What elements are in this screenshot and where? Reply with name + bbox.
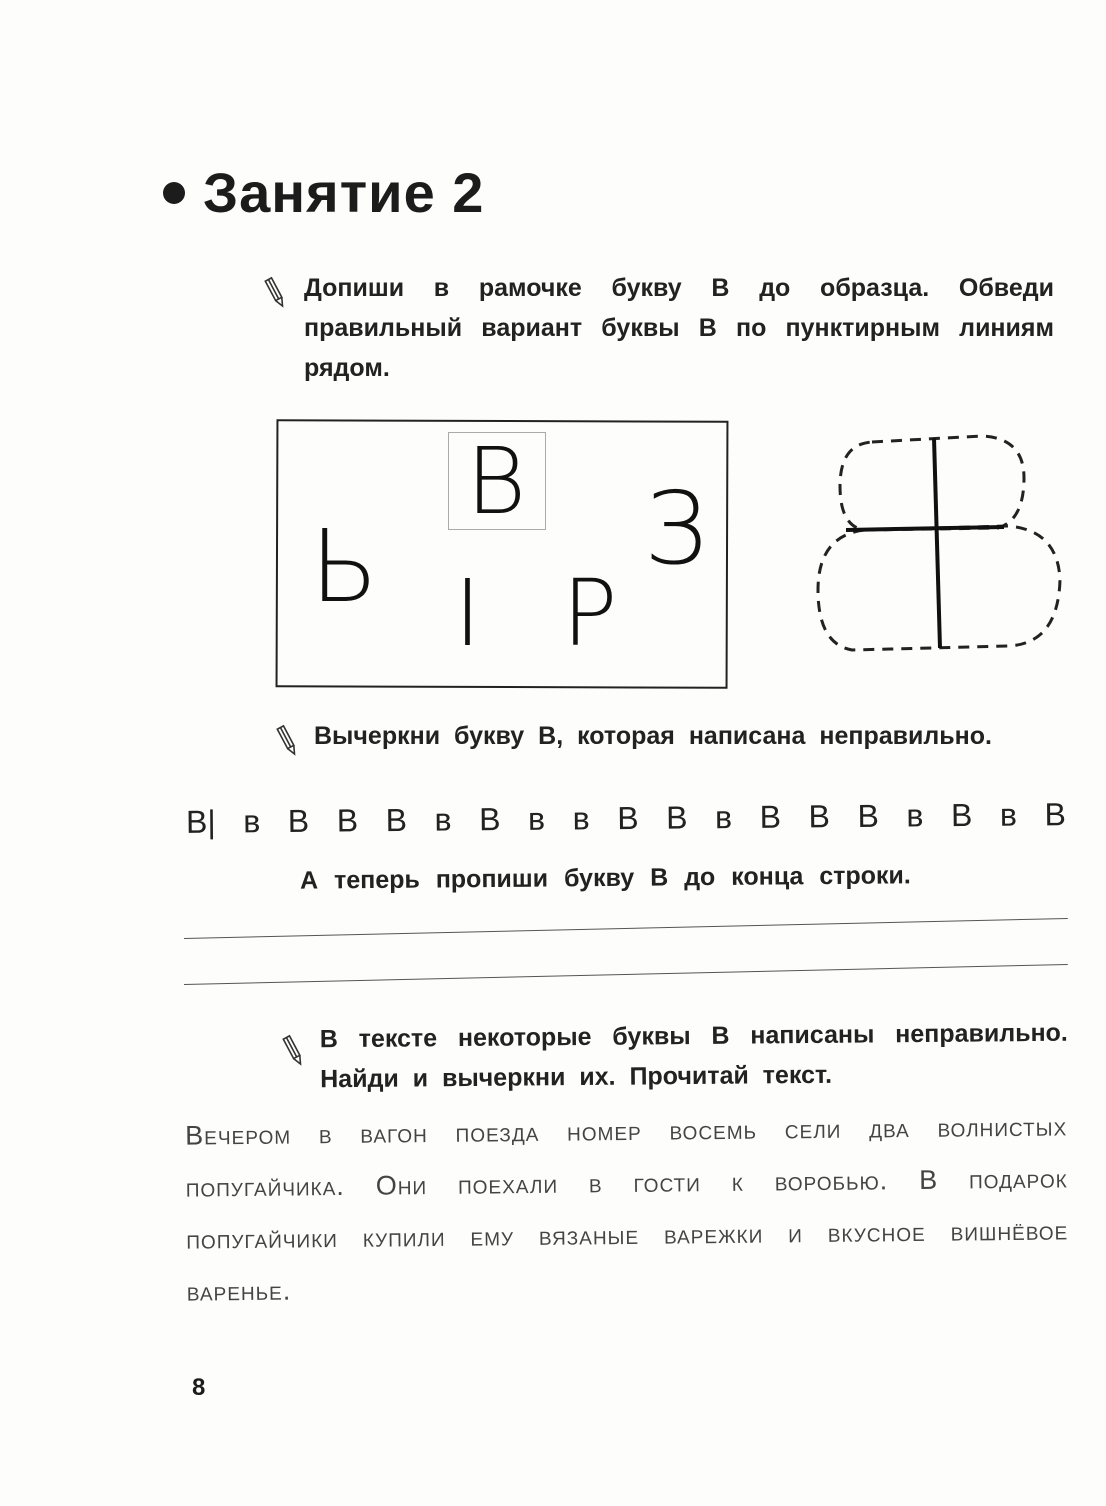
letter-row-item[interactable]: В bbox=[665, 799, 688, 836]
letter-row-item[interactable]: в bbox=[999, 796, 1018, 833]
task2-instruction: Вычеркни букву В, которая написана неправильно. bbox=[314, 722, 992, 750]
pencil-icon bbox=[262, 276, 288, 310]
lesson-title bbox=[163, 160, 484, 225]
story-text: Вечером в вагон поезда номер восемь сели два волнистых попугайчика. Они поехали в гости к воробью. В подарок попугайчики купили ему вязаные варежки и вкусное вишнёвое варенье. bbox=[185, 1111, 1069, 1307]
letter-row-item[interactable]: В bbox=[759, 798, 782, 835]
pencil-icon bbox=[280, 1034, 306, 1068]
piece-soft-sign: Ь bbox=[310, 508, 379, 625]
letter-row-item[interactable]: в bbox=[434, 801, 452, 838]
letter-row-item[interactable]: в bbox=[243, 803, 261, 840]
letter-row-item[interactable]: в bbox=[906, 797, 924, 834]
writing-line[interactable] bbox=[184, 964, 1068, 985]
pencil-icon bbox=[274, 724, 300, 758]
letter-row-item[interactable]: В| bbox=[185, 803, 216, 840]
letter-row-item[interactable]: В bbox=[479, 801, 501, 838]
sample-letter: В bbox=[466, 428, 527, 535]
piece-ze: З bbox=[644, 470, 708, 587]
lesson-title-text: Занятие 2 bbox=[203, 161, 485, 224]
piece-stick: I bbox=[454, 560, 482, 667]
task1-instruction: Допиши в рамочке букву В до образца. Обведи правильный вариант буквы В по пунктирным линиям рядом. bbox=[304, 274, 1054, 382]
piece-er: Р bbox=[562, 560, 618, 667]
letter-row-item[interactable]: В bbox=[385, 801, 408, 839]
letter-row bbox=[186, 796, 1066, 841]
writing-line[interactable] bbox=[184, 918, 1068, 939]
letter-row-item[interactable]: В bbox=[1044, 796, 1066, 833]
letter-row-item[interactable]: В bbox=[950, 796, 973, 834]
letter-row-item[interactable]: в bbox=[527, 800, 546, 837]
letter-row-item[interactable]: в bbox=[572, 800, 590, 837]
letter-row-item[interactable]: В bbox=[336, 802, 359, 839]
letter-row-item[interactable]: в bbox=[714, 799, 733, 836]
letter-row-item[interactable]: В bbox=[808, 798, 831, 835]
bullet-dot bbox=[163, 182, 185, 204]
page-number: 8 bbox=[192, 1374, 206, 1401]
letter-row-item[interactable]: В bbox=[857, 797, 879, 834]
dotted-letter-trace[interactable] bbox=[812, 430, 1068, 658]
task3-instruction: В тексте некоторые буквы В написаны неправильно. Найди и вычеркни их. Прочитай текст. bbox=[319, 1018, 1068, 1094]
letter-row-item[interactable]: В bbox=[617, 799, 639, 837]
task2-followup: А теперь пропиши букву В до конца строки. bbox=[299, 861, 911, 895]
letter-row-item[interactable]: В bbox=[287, 802, 310, 839]
